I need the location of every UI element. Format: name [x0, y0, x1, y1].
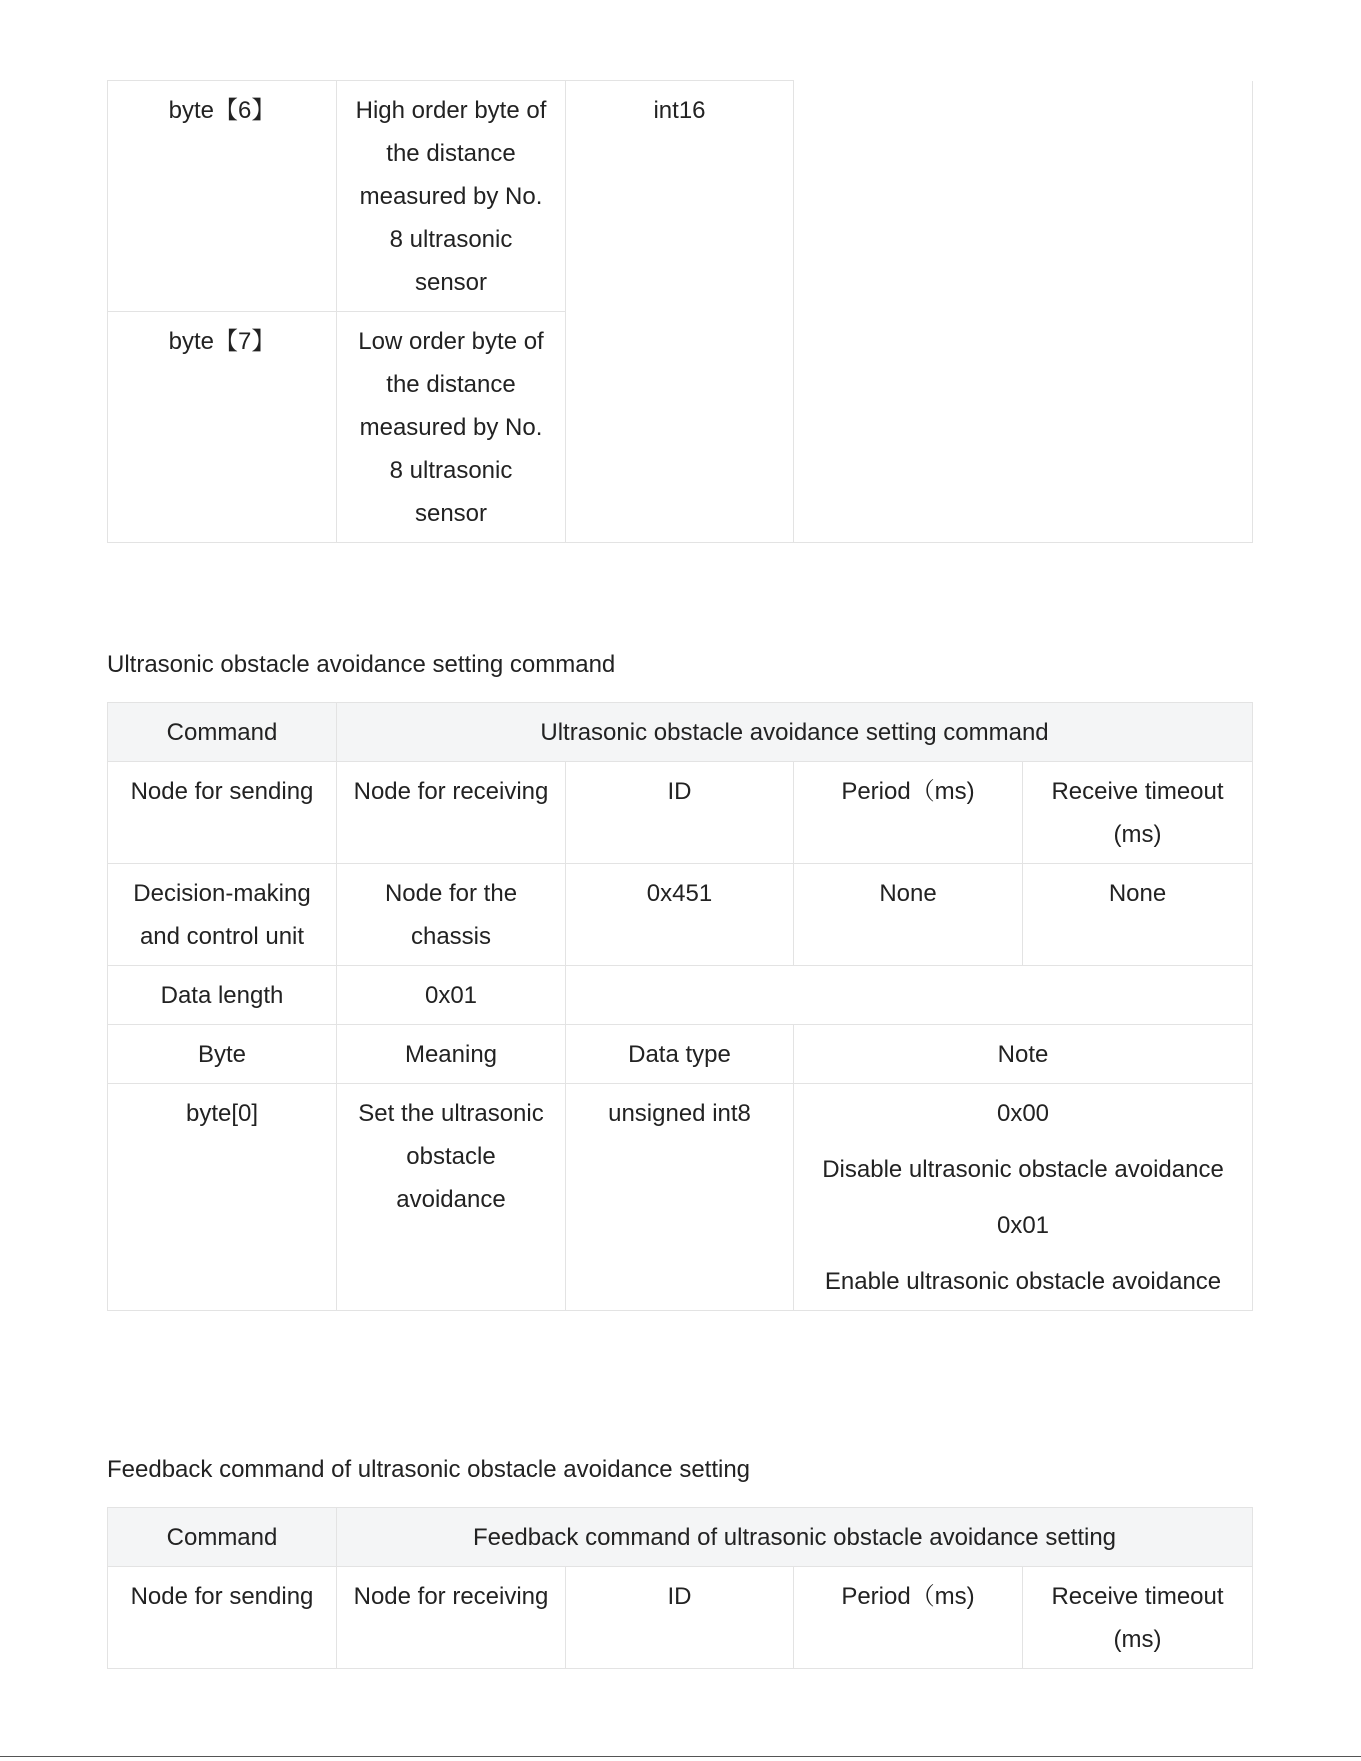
value-period: None: [794, 864, 1023, 966]
continued-byte-table: [107, 80, 1253, 543]
field-header-note: Note: [794, 1025, 1253, 1084]
header-period: Period（ms): [794, 1567, 1023, 1669]
table-row: [108, 1567, 1253, 1669]
row-meaning: Set the ultrasonic obstacle avoidance: [337, 1084, 566, 1311]
field-header-meaning: Meaning: [337, 1025, 566, 1084]
field-header-byte: Byte: [108, 1025, 337, 1084]
data-length-label: Data length: [108, 966, 337, 1025]
header-recv: Node for receiving: [337, 762, 566, 864]
value-send: Decision-making and control unit: [108, 864, 337, 966]
table-row: [108, 1025, 1253, 1084]
header-timeout: Receive timeout (ms): [1023, 1567, 1253, 1669]
note-value-disable: 0x00: [996, 1100, 1050, 1127]
note-text-enable: Enable ultrasonic obstacle avoidance: [824, 1268, 1222, 1295]
value-timeout: None: [1023, 864, 1253, 966]
table-row: [108, 703, 1253, 762]
table-row: [108, 864, 1253, 966]
byte-cell: byte【6】: [108, 81, 337, 312]
table-row: [108, 762, 1253, 864]
table-row: [108, 966, 1253, 1025]
data-length-empty: [566, 966, 1253, 1025]
field-header-data-type: Data type: [566, 1025, 794, 1084]
page-bottom-divider: [0, 1756, 1361, 1757]
table-row: [108, 81, 1253, 312]
header-send: Node for sending: [108, 762, 337, 864]
byte-cell: byte【7】: [108, 312, 337, 543]
header-id: ID: [566, 1567, 794, 1669]
command-label-cell: Command: [108, 703, 337, 762]
header-timeout: Receive timeout (ms): [1023, 762, 1253, 864]
table-row: [108, 1084, 1253, 1311]
value-id: 0x451: [566, 864, 794, 966]
data-type-cell: int16: [566, 81, 794, 543]
data-length-value: 0x01: [337, 966, 566, 1025]
setting-command-table: [107, 702, 1253, 1311]
table-row: [108, 1508, 1253, 1567]
section-caption-setting: Ultrasonic obstacle avoidance setting command: [107, 651, 616, 678]
row-note: [794, 1084, 1253, 1311]
row-byte: byte[0]: [108, 1084, 337, 1311]
value-recv: Node for the chassis: [337, 864, 566, 966]
header-send: Node for sending: [108, 1567, 337, 1669]
row-data-type: unsigned int8: [566, 1084, 794, 1311]
command-value-cell: Feedback command of ultrasonic obstacle avoidance setting: [337, 1508, 1253, 1567]
meaning-cell: High order byte of the distance measured by No. 8 ultrasonic sensor: [337, 81, 566, 312]
note-value-enable: 0x01: [996, 1212, 1050, 1239]
command-value-cell: Ultrasonic obstacle avoidance setting command: [337, 703, 1253, 762]
meaning-cell: Low order byte of the distance measured by No. 8 ultrasonic sensor: [337, 312, 566, 543]
header-period: Period（ms): [794, 762, 1023, 864]
header-id: ID: [566, 762, 794, 864]
command-label-cell: Command: [108, 1508, 337, 1567]
header-recv: Node for receiving: [337, 1567, 566, 1669]
note-text-disable: Disable ultrasonic obstacle avoidance: [822, 1156, 1224, 1183]
feedback-command-table: [107, 1507, 1253, 1669]
note-cell: [794, 81, 1253, 543]
section-caption-feedback: Feedback command of ultrasonic obstacle avoidance setting: [107, 1456, 751, 1483]
